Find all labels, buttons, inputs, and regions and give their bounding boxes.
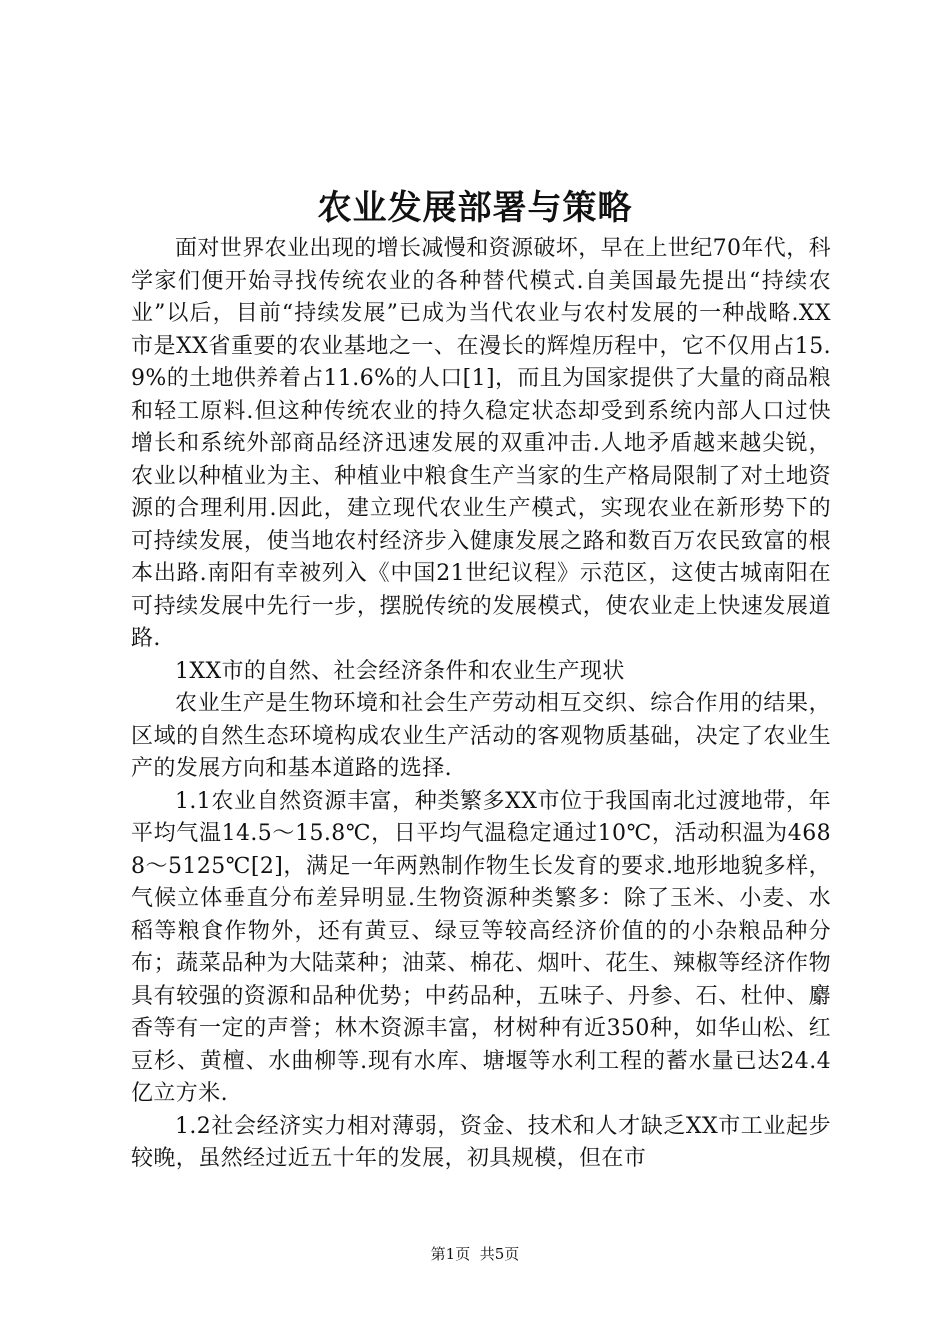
page-total: 共5页	[479, 1245, 520, 1263]
paragraph-section-1-1: 1.1农业自然资源丰富，种类繁多XX市位于我国南北过渡地带，年平均气温14.5～15.8℃，日平均气温稳定通过10℃，活动积温为4688～5125℃[2]，满足一年两熟制作物生长发育的要求.地形地貌多样，气候立体垂直分布差异明显.生物资源种类繁多：除了玉米、小麦、水稻等粮食作物外，还有黄豆、绿豆等较高经济价值的的小杂粮品种分布；蔬菜品种为大陆菜种；油菜、棉花、烟叶、花生、辣椒等经济作物具有较强的资源和品种优势；中药品种，五味子、丹参、石、杜仲、麝香等有一定的声誉；林木资源丰富，材树种有近350种，如华山松、红豆杉、黄檀、水曲柳等.现有水库、塘堰等水利工程的蓄水量已达24.4亿立方米.	[131, 788, 831, 1106]
paragraph-section-1-2: 1.2社会经济实力相对薄弱，资金、技术和人才缺乏XX市工业起步较晚，虽然经过近五十年的发展，初具规模，但在市	[131, 1113, 831, 1171]
document-body	[131, 233, 831, 1176]
section-heading-1: 1XX市的自然、社会经济条件和农业生产现状	[175, 658, 625, 684]
document-title: 农业发展部署与策略	[317, 188, 633, 228]
paragraph-section-1: 农业生产是生物环境和社会生产劳动相互交织、综合作用的结果，区域的自然生态环境构成农业生产活动的客观物质基础，决定了农业生产的发展方向和基本道路的选择.	[131, 691, 831, 781]
paragraph-intro: 面对世界农业出现的增长减慢和资源破坏，早在上世纪70年代，科学家们便开始寻找传统农业的各种替代模式.自美国最先提出“持续农业”以后，目前“持续发展”已成为当代农业与农村发展的一种战略.XX市是XX省重要的农业基地之一、在漫长的辉煌历程中，它不仅用占15.9%的土地供养着占11.6%的人口[1]，而且为国家提供了大量的商品粮和轻工原料.但这种传统农业的持久稳定状态却受到系统内部人口过快增长和系统外部商品经济迅速发展的双重冲击.人地矛盾越来越尖锐，农业以种植业为主、种植业中粮食生产当家的生产格局限制了对土地资源的合理利用.因此，建立现代农业生产模式，实现农业在新形势下的可持续发展，使当地农村经济步入健康发展之路和数百万农民致富的根本出路.南阳有幸被列入《中国21世纪议程》示范区，这使古城南阳在可持续发展中先行一步，摆脱传统的发展模式，使农业走上快速发展道路.	[131, 236, 831, 651]
page-footer	[0, 1244, 950, 1264]
page-number: 第1页	[430, 1245, 471, 1263]
